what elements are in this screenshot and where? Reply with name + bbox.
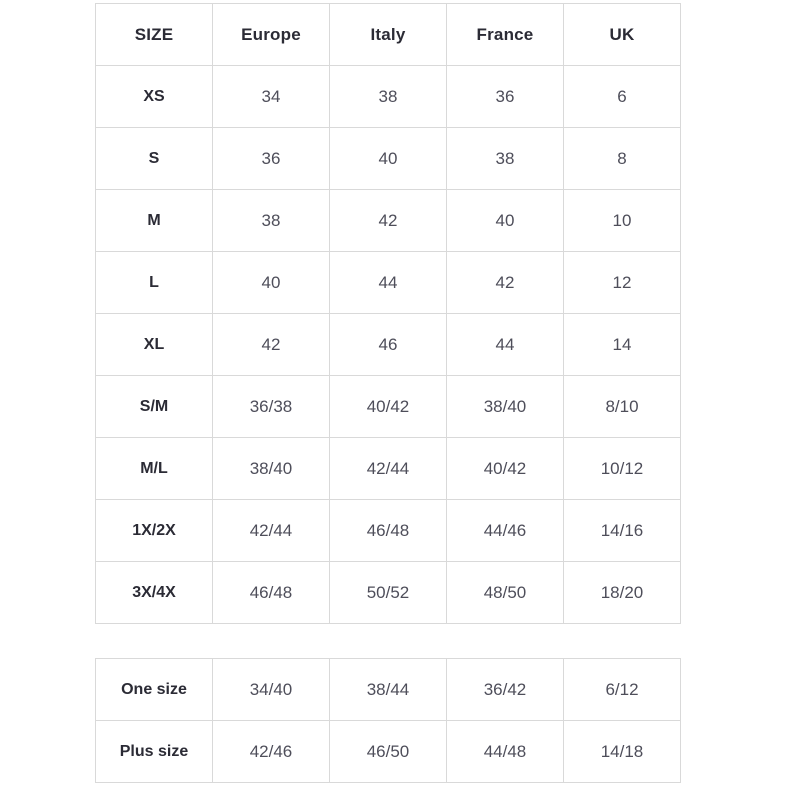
column-header: Europe <box>213 4 330 66</box>
size-value: 36 <box>213 128 330 190</box>
size-value: 48/50 <box>447 562 564 624</box>
size-value: 40 <box>330 128 447 190</box>
table-row <box>96 128 681 190</box>
size-value: 42/46 <box>213 721 330 783</box>
special-sizes-table <box>95 658 681 783</box>
size-value: 34 <box>213 66 330 128</box>
size-value: 6/12 <box>564 659 681 721</box>
size-label: 3X/4X <box>96 562 213 624</box>
size-value: 12 <box>564 252 681 314</box>
size-label: One size <box>96 659 213 721</box>
column-header: SIZE <box>96 4 213 66</box>
size-value: 38/44 <box>330 659 447 721</box>
size-value: 38 <box>213 190 330 252</box>
size-value: 40/42 <box>330 376 447 438</box>
size-value: 46/48 <box>330 500 447 562</box>
size-value: 44/48 <box>447 721 564 783</box>
size-value: 18/20 <box>564 562 681 624</box>
size-label: 1X/2X <box>96 500 213 562</box>
size-value: 44/46 <box>447 500 564 562</box>
column-header: Italy <box>330 4 447 66</box>
table-row <box>96 376 681 438</box>
size-value: 10/12 <box>564 438 681 500</box>
size-value: 44 <box>447 314 564 376</box>
size-value: 38 <box>330 66 447 128</box>
table-row <box>96 190 681 252</box>
size-label: S/M <box>96 376 213 438</box>
table-row <box>96 562 681 624</box>
size-value: 8 <box>564 128 681 190</box>
size-value: 38/40 <box>447 376 564 438</box>
table-row <box>96 659 681 721</box>
size-label: M/L <box>96 438 213 500</box>
size-table-header <box>96 4 681 66</box>
size-conversion-table <box>95 3 681 624</box>
size-label: XL <box>96 314 213 376</box>
table-row <box>96 66 681 128</box>
special-sizes-table-body <box>96 659 681 783</box>
size-value: 46/50 <box>330 721 447 783</box>
column-header: UK <box>564 4 681 66</box>
size-value: 40 <box>213 252 330 314</box>
table-row <box>96 438 681 500</box>
size-value: 8/10 <box>564 376 681 438</box>
size-label: S <box>96 128 213 190</box>
size-label: Plus size <box>96 721 213 783</box>
size-label: XS <box>96 66 213 128</box>
size-value: 34/40 <box>213 659 330 721</box>
table-row <box>96 500 681 562</box>
table-row <box>96 721 681 783</box>
size-value: 14/18 <box>564 721 681 783</box>
size-value: 46/48 <box>213 562 330 624</box>
size-value: 42 <box>447 252 564 314</box>
size-value: 46 <box>330 314 447 376</box>
size-value: 14/16 <box>564 500 681 562</box>
size-value: 36/42 <box>447 659 564 721</box>
size-value: 36/38 <box>213 376 330 438</box>
size-value: 42 <box>330 190 447 252</box>
size-value: 40/42 <box>447 438 564 500</box>
size-value: 42/44 <box>330 438 447 500</box>
table-row <box>96 252 681 314</box>
size-value: 40 <box>447 190 564 252</box>
size-value: 42 <box>213 314 330 376</box>
size-table-body <box>96 66 681 624</box>
size-value: 38 <box>447 128 564 190</box>
size-value: 6 <box>564 66 681 128</box>
size-label: M <box>96 190 213 252</box>
size-value: 14 <box>564 314 681 376</box>
size-value: 44 <box>330 252 447 314</box>
size-conversion-section <box>95 3 681 783</box>
column-header: France <box>447 4 564 66</box>
header-row <box>96 4 681 66</box>
table-row <box>96 314 681 376</box>
size-value: 50/52 <box>330 562 447 624</box>
size-value: 10 <box>564 190 681 252</box>
size-value: 38/40 <box>213 438 330 500</box>
size-label: L <box>96 252 213 314</box>
size-value: 36 <box>447 66 564 128</box>
size-value: 42/44 <box>213 500 330 562</box>
